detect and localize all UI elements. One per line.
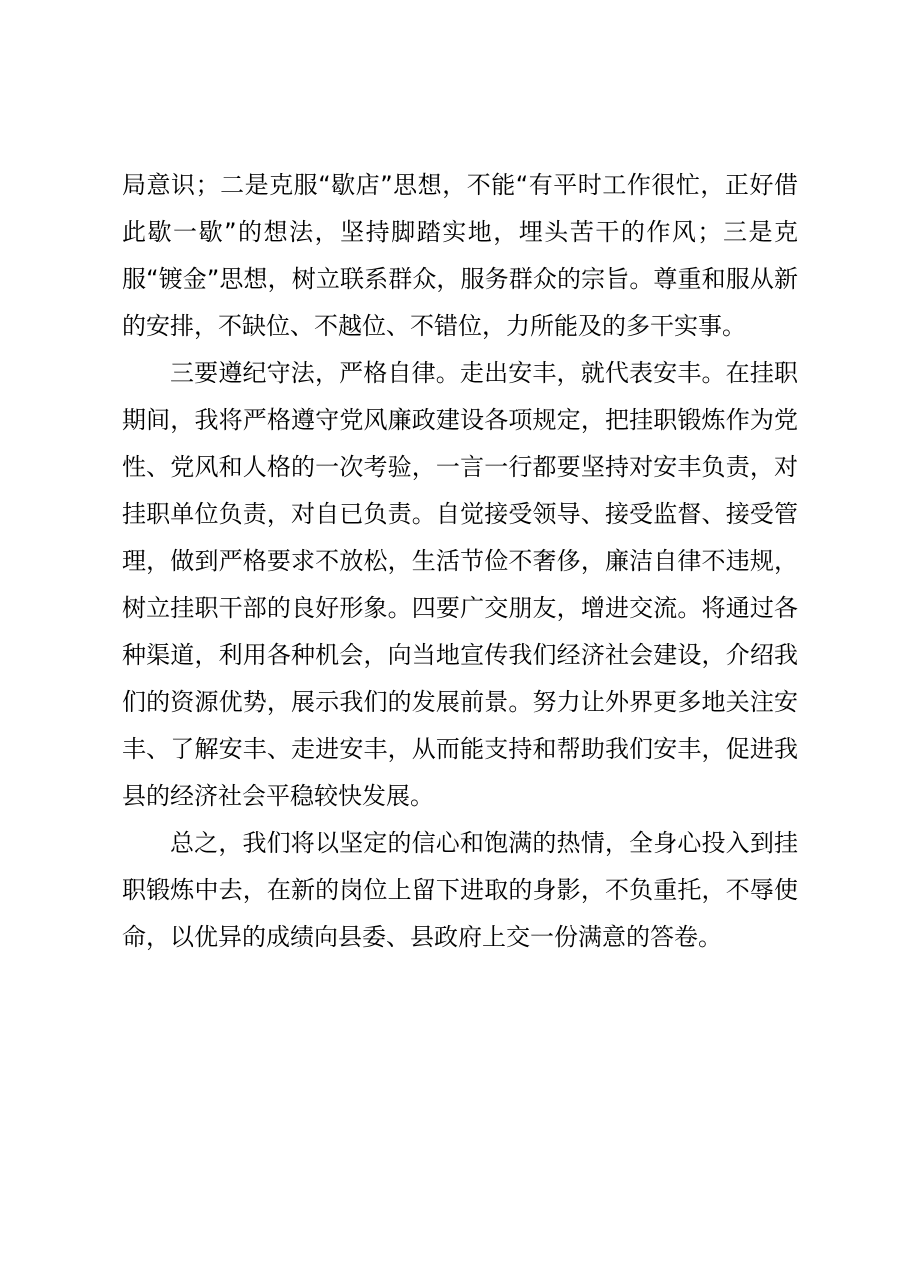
paragraph-discipline: 三要遵纪守法，严格自律。走出安丰，就代表安丰。在挂职期间，我将严格遵守党风廉政建设各项规定，把挂职锻炼作为党性、党风和人格的一次考验，一言一行都要坚持对安丰负责，对挂职单位负责，对自已负责。自觉接受领导、接受监督、接受管理，做到严格要求不放松，生活节俭不奢侈，廉洁自律不违规，树立挂职干部的良好形象。四要广交朋友，增进交流。将通过各种渠道，利用各种机会，向当地宣传我们经济社会建设，介绍我们的资源优势，展示我们的发展前景。努力让外界更多地关注安丰、了解安丰、走进安丰，从而能支持和帮助我们安丰，促进我县的经济社会平稳较快发展。 [122,359,798,810]
document-body [122,162,798,961]
paragraph-continuation: 局意识；二是克服“歇店”思想，不能“有平时工作很忙，正好借此歇一歇”的想法，坚持脚踏实地，埋头苦干的作风；三是克服“镀金”思想，树立联系群众，服务群众的宗旨。尊重和服从新的安排，不缺位、不越位、不错位，力所能及的多干实事。 [122,171,798,340]
paragraph-conclusion: 总之，我们将以坚定的信心和饱满的热情，全身心投入到挂职锻炼中去，在新的岗位上留下进取的身影，不负重托，不辱使命，以优异的成绩向县委、县政府上交一份满意的答卷。 [122,829,798,951]
